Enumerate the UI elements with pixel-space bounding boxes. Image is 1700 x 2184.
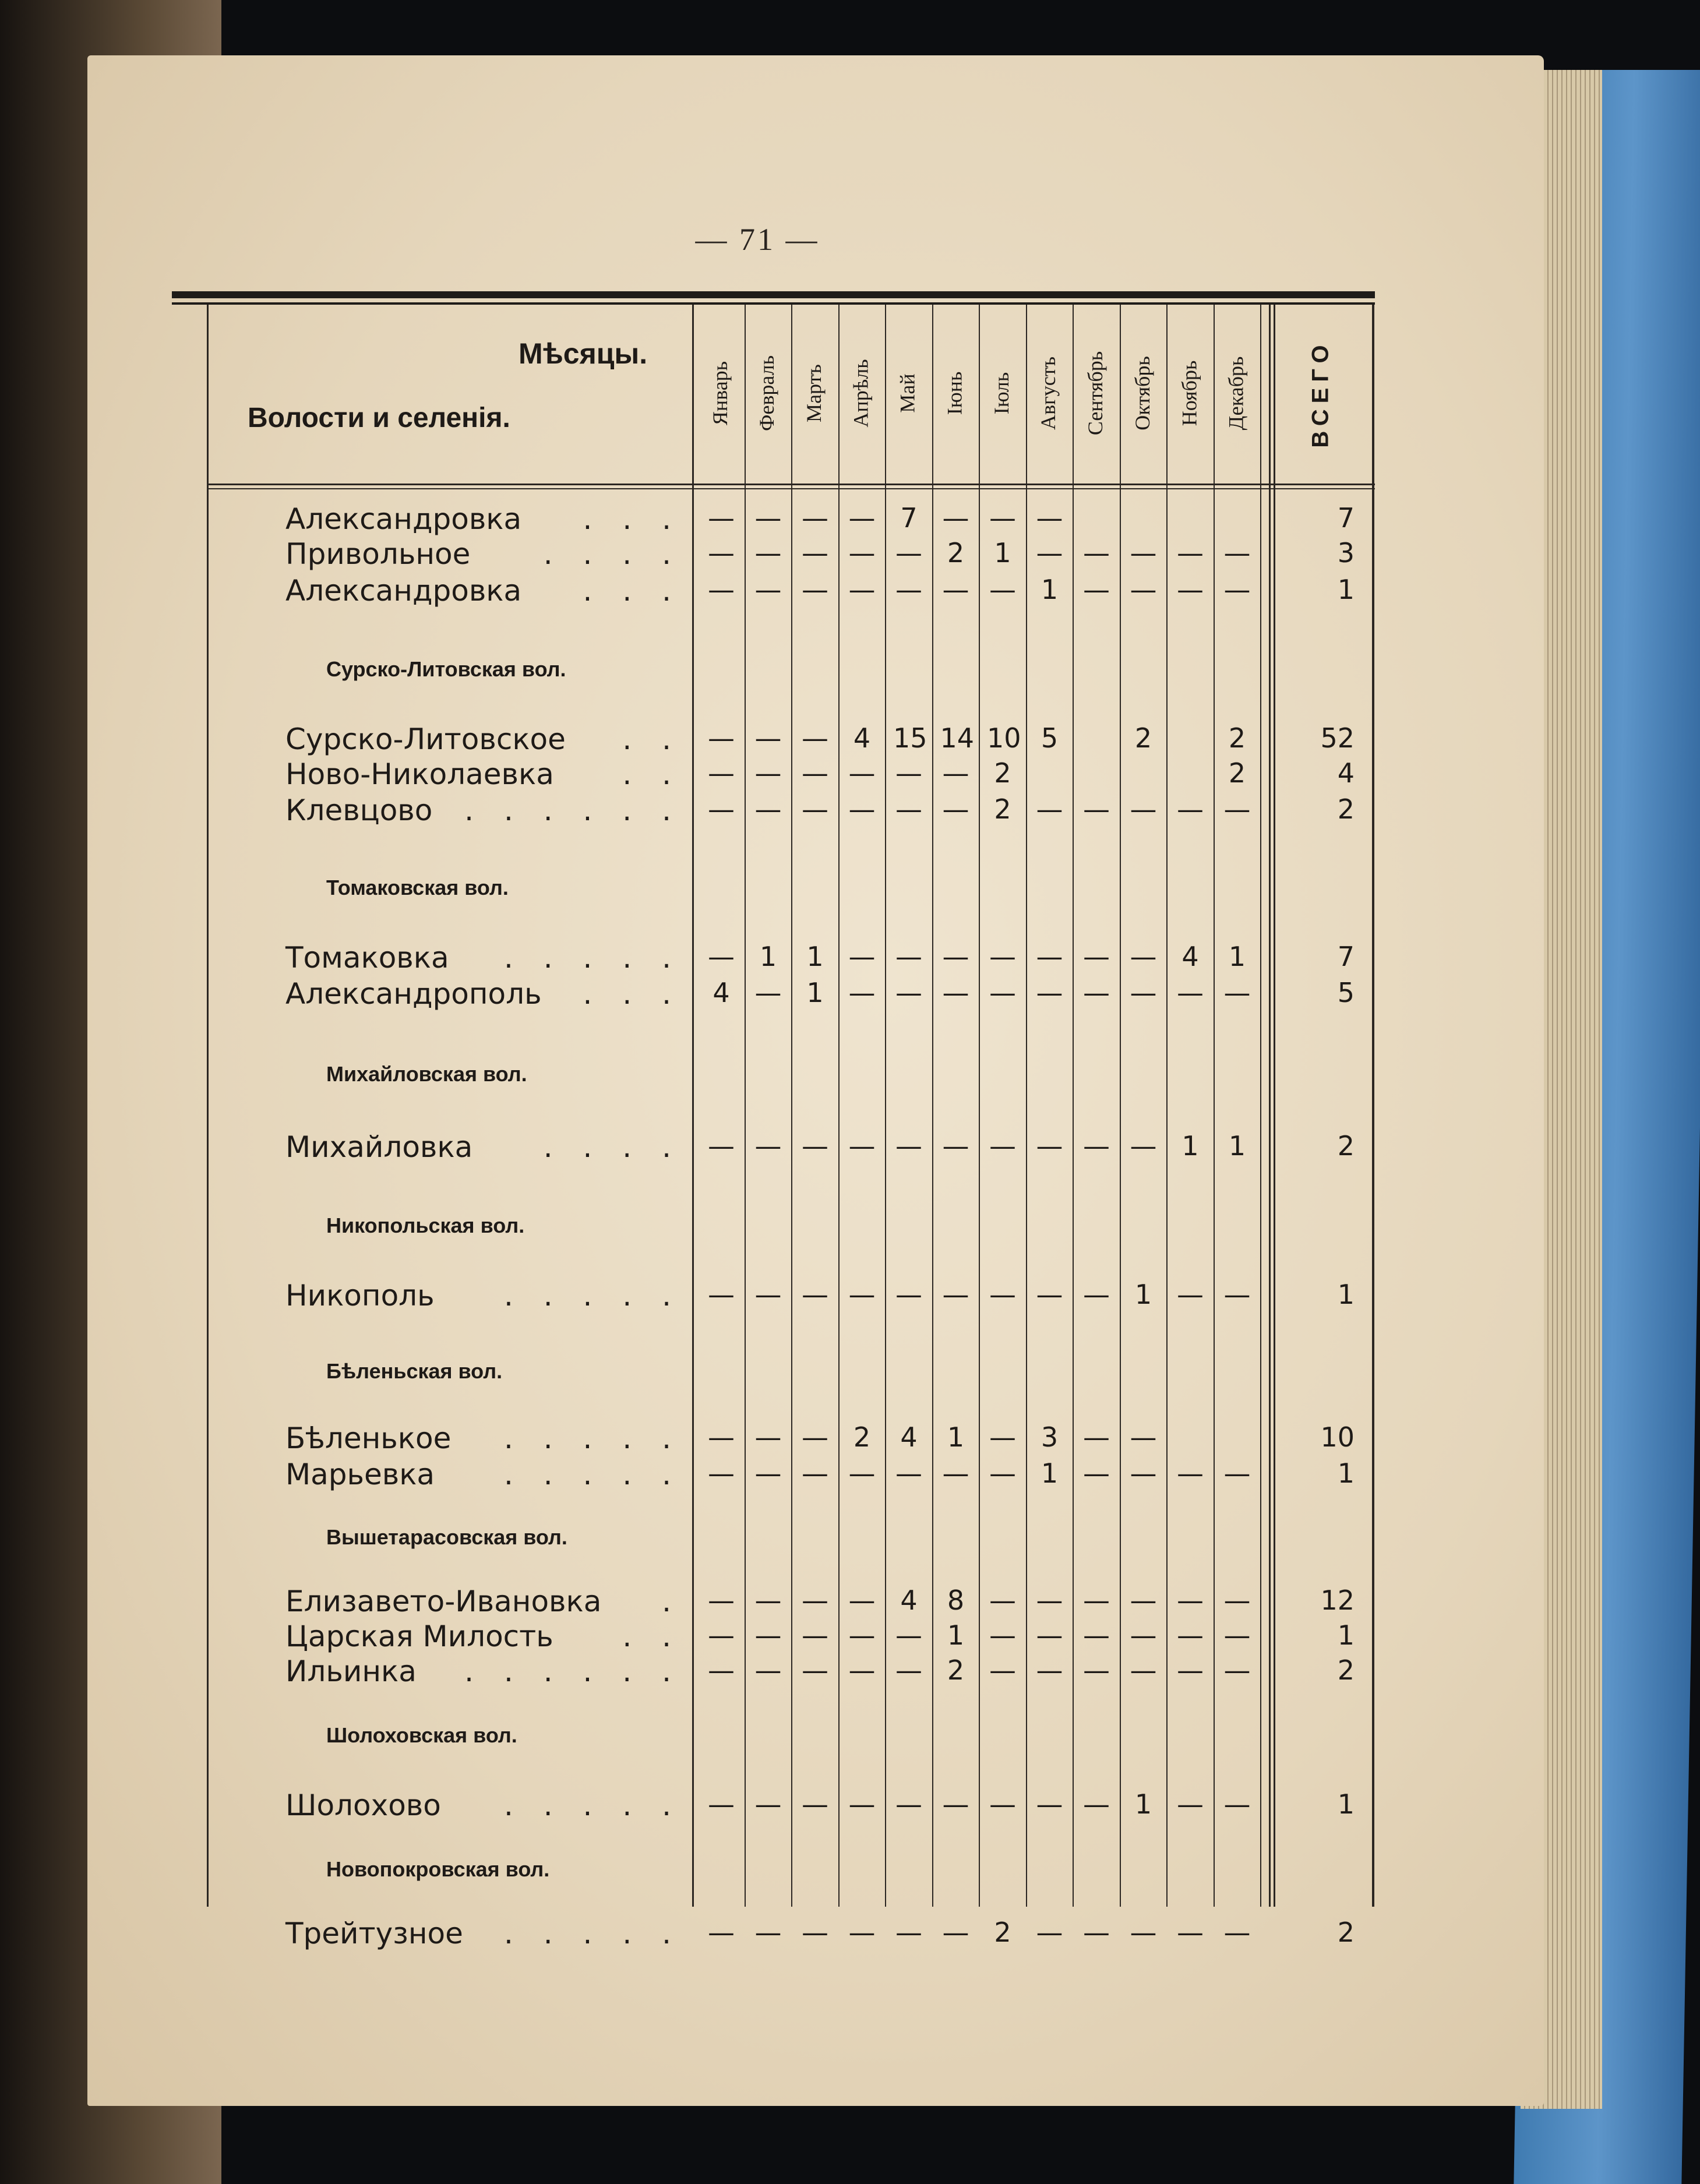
month-value-cell: —	[989, 1130, 1016, 1162]
month-value-cell: 4	[900, 1585, 918, 1616]
leader-dots: . . .	[583, 977, 682, 1011]
month-value-cell: —	[1130, 977, 1157, 1008]
month-value-cell: —	[1130, 574, 1157, 605]
month-value-cell: 1	[1041, 574, 1059, 605]
month-column-line	[1166, 305, 1168, 1907]
month-value-cell: —	[1130, 1620, 1157, 1651]
month-value-cell: 1	[1181, 1130, 1199, 1162]
table-top-rule-thin	[172, 302, 1375, 305]
month-value-cell: —	[942, 1917, 969, 1948]
table-right-border	[1372, 305, 1374, 1907]
village-name: Александровка	[285, 502, 522, 536]
month-value-cell: —	[895, 757, 922, 789]
month-column-line	[1073, 305, 1074, 1907]
month-value-cell: —	[895, 537, 922, 569]
month-value-cell: —	[754, 1585, 782, 1616]
month-value-cell: —	[989, 1585, 1016, 1616]
month-value-cell: —	[848, 537, 876, 569]
month-value-cell: 1	[1134, 1788, 1152, 1820]
total-column-border	[1269, 305, 1271, 1907]
month-value-cell: —	[942, 502, 969, 534]
month-value-cell: —	[708, 1585, 735, 1616]
month-value-cell: 3	[1041, 1421, 1059, 1453]
village-name: Михайловка	[285, 1130, 473, 1164]
row-total-cell: 1	[1337, 574, 1355, 605]
month-value-cell: —	[989, 1458, 1016, 1489]
month-value-cell: —	[895, 1654, 922, 1686]
month-value-cell: —	[708, 941, 735, 972]
page-number: — 71 —	[695, 222, 820, 257]
leader-dots: . . . . . .	[464, 1654, 682, 1688]
month-value-cell: —	[1036, 537, 1063, 569]
month-value-cell: —	[1083, 1585, 1110, 1616]
month-value-cell: —	[1177, 793, 1204, 825]
month-value-cell: —	[1223, 574, 1251, 605]
month-value-cell: —	[848, 1585, 876, 1616]
month-column-line	[1260, 305, 1261, 1907]
village-name: Трейтузное	[285, 1917, 463, 1950]
month-column-header	[986, 315, 1017, 472]
leader-dots: . . . .	[543, 1130, 682, 1164]
month-value-cell: —	[754, 793, 782, 825]
month-column-line	[1026, 305, 1027, 1907]
month-value-cell: —	[754, 1458, 782, 1489]
row-total-cell: 2	[1337, 1917, 1355, 1948]
month-value-cell: —	[708, 1620, 735, 1651]
month-value-cell: —	[1083, 941, 1110, 972]
month-column-header	[1080, 315, 1111, 472]
leader-dots: .	[662, 1585, 682, 1618]
month-column-header	[1033, 315, 1064, 472]
month-value-cell: —	[1083, 1279, 1110, 1310]
month-value-cell: —	[1083, 1130, 1110, 1162]
month-value-cell: —	[1177, 977, 1204, 1008]
month-value-cell: —	[754, 1788, 782, 1820]
months-header: Мѣсяцы.	[519, 337, 648, 370]
volost-section-heading: Сурско-Литовская вол.	[326, 657, 566, 681]
month-value-cell: 2	[853, 1421, 871, 1453]
leader-dots: . . . . .	[503, 1788, 682, 1822]
month-value-cell: —	[1083, 1458, 1110, 1489]
month-column-header	[892, 315, 923, 472]
month-value-cell: —	[895, 1620, 922, 1651]
row-total-cell: 1	[1337, 1620, 1355, 1651]
month-value-cell: —	[802, 1130, 828, 1162]
month-value-cell: —	[754, 722, 782, 754]
month-value-cell: —	[1177, 1620, 1204, 1651]
leader-dots: . . . . .	[503, 1279, 682, 1312]
month-column-header	[752, 315, 783, 472]
month-value-cell: —	[1177, 574, 1204, 605]
month-value-cell: 1	[947, 1620, 965, 1651]
month-value-cell: —	[895, 977, 922, 1008]
leader-dots: . .	[622, 1620, 682, 1653]
month-value-cell: —	[802, 1458, 828, 1489]
leader-dots: . . .	[583, 502, 682, 536]
month-value-cell: —	[802, 537, 828, 569]
month-value-cell: —	[1036, 1620, 1063, 1651]
month-value-cell: —	[1036, 1279, 1063, 1310]
month-value-cell: —	[708, 722, 735, 754]
month-value-cell: —	[989, 941, 1016, 972]
month-column-line	[791, 305, 792, 1907]
leader-dots: . . . . .	[503, 1421, 682, 1455]
month-column-header	[845, 315, 877, 472]
month-value-cell: —	[942, 574, 969, 605]
month-value-cell: —	[754, 977, 782, 1008]
month-value-cell: —	[1223, 1585, 1251, 1616]
month-value-cell: 2	[994, 793, 1011, 825]
month-value-cell: —	[848, 1279, 876, 1310]
month-value-cell: —	[942, 1279, 969, 1310]
month-value-cell: —	[802, 793, 828, 825]
row-total-cell: 2	[1337, 1130, 1355, 1162]
month-value-cell: —	[848, 1654, 876, 1686]
month-value-cell: —	[895, 941, 922, 972]
month-value-cell: —	[895, 1130, 922, 1162]
month-value-cell: 2	[947, 537, 965, 569]
month-value-cell: —	[1223, 1788, 1251, 1820]
month-value-cell: 8	[947, 1585, 965, 1616]
month-value-cell: —	[1083, 537, 1110, 569]
month-value-cell: —	[1177, 1279, 1204, 1310]
month-value-cell: —	[1177, 537, 1204, 569]
month-value-cell: —	[1036, 1788, 1063, 1820]
month-column-header	[1173, 315, 1205, 472]
month-label: Январь	[708, 361, 732, 426]
leader-dots: . . . .	[543, 537, 682, 571]
volost-section-heading: Вышетарасовская вол.	[326, 1525, 567, 1549]
row-total-cell: 10	[1320, 1421, 1355, 1453]
month-value-cell: —	[1130, 1421, 1157, 1453]
month-value-cell: —	[754, 1279, 782, 1310]
month-value-cell: —	[1036, 977, 1063, 1008]
month-value-cell: —	[1083, 1788, 1110, 1820]
month-value-cell: —	[802, 1620, 828, 1651]
leader-dots: . . . . .	[503, 1458, 682, 1491]
month-value-cell: —	[942, 1458, 969, 1489]
leader-dots: . .	[622, 757, 682, 791]
month-value-cell: —	[895, 574, 922, 605]
month-value-cell: —	[802, 757, 828, 789]
month-label: Май	[896, 373, 920, 413]
leader-dots: . . . . .	[503, 1917, 682, 1950]
month-value-cell: —	[708, 1130, 735, 1162]
month-value-cell: —	[1223, 1620, 1251, 1651]
month-value-cell: 4	[713, 977, 730, 1008]
month-value-cell: —	[1130, 1458, 1157, 1489]
month-value-cell: —	[1130, 1917, 1157, 1948]
month-value-cell: —	[1130, 537, 1157, 569]
month-value-cell: —	[848, 1788, 876, 1820]
volost-section-heading: Шолоховская вол.	[326, 1723, 517, 1747]
month-value-cell: —	[802, 1788, 828, 1820]
month-value-cell: —	[708, 1279, 735, 1310]
row-total-cell: 3	[1337, 537, 1355, 569]
month-value-cell: —	[1177, 1917, 1204, 1948]
row-total-cell: 52	[1320, 722, 1355, 754]
month-value-cell: 1	[1134, 1279, 1152, 1310]
village-name: Елизавето-Ивановка	[285, 1585, 602, 1618]
month-column-line	[932, 305, 933, 1907]
month-value-cell: 1	[994, 537, 1011, 569]
label-column-border	[692, 305, 694, 1907]
month-label: Іюль	[990, 372, 1013, 415]
month-value-cell: 7	[900, 502, 918, 534]
month-value-cell: —	[1223, 1654, 1251, 1686]
month-value-cell: —	[1177, 1654, 1204, 1686]
month-value-cell: —	[1177, 1458, 1204, 1489]
total-label: ВСЕГО	[1307, 338, 1334, 448]
month-value-cell: —	[1223, 793, 1251, 825]
row-total-cell: 5	[1337, 977, 1355, 1008]
month-value-cell: —	[989, 1788, 1016, 1820]
month-value-cell: —	[1036, 1585, 1063, 1616]
month-value-cell: —	[708, 793, 735, 825]
month-value-cell: —	[895, 1788, 922, 1820]
month-value-cell: —	[754, 537, 782, 569]
leader-dots: . .	[622, 722, 682, 756]
month-column-header	[704, 315, 736, 472]
month-value-cell: —	[942, 757, 969, 789]
month-value-cell: 1	[947, 1421, 965, 1453]
month-value-cell: 2	[947, 1654, 965, 1686]
month-value-cell: —	[708, 1917, 735, 1948]
month-value-cell: —	[1083, 574, 1110, 605]
month-value-cell: —	[1083, 1421, 1110, 1453]
volost-section-heading: Бѣленьская вол.	[326, 1359, 503, 1383]
month-value-cell: —	[754, 1130, 782, 1162]
month-value-cell: —	[1083, 1917, 1110, 1948]
month-value-cell: —	[942, 977, 969, 1008]
month-value-cell: —	[754, 1421, 782, 1453]
volost-section-heading: Михайловская вол.	[326, 1062, 527, 1086]
village-name: Клевцово	[285, 793, 433, 827]
month-value-cell: —	[1177, 1788, 1204, 1820]
village-name: Александровка	[285, 574, 522, 608]
month-value-cell: —	[895, 1279, 922, 1310]
total-column-header	[1305, 315, 1336, 472]
month-value-cell: —	[1130, 793, 1157, 825]
village-name: Привольное	[285, 537, 471, 571]
month-value-cell: 2	[994, 757, 1011, 789]
row-total-cell: 1	[1337, 1279, 1355, 1310]
month-label: Апрѣль	[849, 359, 873, 428]
month-value-cell: —	[802, 1421, 828, 1453]
month-value-cell: —	[754, 502, 782, 534]
month-value-cell: 4	[900, 1421, 918, 1453]
month-value-cell: —	[1130, 941, 1157, 972]
month-value-cell: —	[1223, 537, 1251, 569]
month-value-cell: 1	[1228, 941, 1246, 972]
village-name: Марьевка	[285, 1458, 435, 1491]
month-value-cell: —	[1083, 793, 1110, 825]
month-value-cell: —	[989, 1654, 1016, 1686]
month-label: Іюнь	[943, 371, 967, 415]
month-value-cell: —	[848, 1130, 876, 1162]
month-value-cell: —	[708, 1421, 735, 1453]
row-total-cell: 1	[1337, 1458, 1355, 1489]
month-value-cell: —	[1036, 1917, 1063, 1948]
month-value-cell: —	[848, 1917, 876, 1948]
volost-section-heading: Новопокровская вол.	[326, 1857, 550, 1881]
month-value-cell: 4	[853, 722, 871, 754]
month-value-cell: —	[1036, 1654, 1063, 1686]
month-value-cell: —	[708, 1788, 735, 1820]
row-total-cell: 2	[1337, 1654, 1355, 1686]
month-value-cell: —	[802, 574, 828, 605]
month-value-cell: —	[989, 502, 1016, 534]
month-value-cell: —	[942, 793, 969, 825]
month-value-cell: —	[1036, 793, 1063, 825]
month-value-cell: 2	[1228, 722, 1246, 754]
month-value-cell: —	[895, 1458, 922, 1489]
row-total-cell: 7	[1337, 502, 1355, 534]
month-column-header	[798, 315, 830, 472]
month-value-cell: 2	[1134, 722, 1152, 754]
month-value-cell: —	[942, 1130, 969, 1162]
leader-dots: . . . . . .	[464, 793, 682, 827]
month-value-cell: —	[1036, 941, 1063, 972]
month-value-cell: —	[989, 1421, 1016, 1453]
month-value-cell: —	[1177, 1585, 1204, 1616]
month-label: Ноябрь	[1177, 360, 1201, 426]
month-value-cell: —	[848, 574, 876, 605]
month-column-header	[1127, 315, 1158, 472]
month-value-cell: —	[1130, 1130, 1157, 1162]
village-name: Никополь	[285, 1279, 435, 1312]
village-name: Ильинка	[285, 1654, 417, 1688]
month-column-line	[745, 305, 746, 1907]
village-name: Бѣленькое	[285, 1421, 452, 1455]
volost-section-heading: Томаковская вол.	[326, 876, 509, 899]
month-value-cell: —	[708, 1458, 735, 1489]
row-total-cell: 4	[1337, 757, 1355, 789]
month-value-cell: —	[754, 574, 782, 605]
month-label: Февраль	[755, 355, 779, 432]
month-value-cell: 1	[806, 941, 824, 972]
month-value-cell: —	[1223, 1279, 1251, 1310]
month-value-cell: 1	[759, 941, 777, 972]
month-value-cell: 2	[994, 1917, 1011, 1948]
month-value-cell: 10	[987, 722, 1021, 754]
month-value-cell: —	[754, 1654, 782, 1686]
month-value-cell: —	[1223, 977, 1251, 1008]
month-value-cell: —	[708, 574, 735, 605]
month-value-cell: —	[1223, 1458, 1251, 1489]
month-value-cell: —	[1083, 977, 1110, 1008]
month-value-cell: —	[802, 1917, 828, 1948]
month-value-cell: 1	[806, 977, 824, 1008]
month-value-cell: 4	[1181, 941, 1199, 972]
leader-dots: . . .	[583, 574, 682, 608]
month-label: Октябрь	[1130, 356, 1154, 431]
month-value-cell: 1	[1228, 1130, 1246, 1162]
table-left-border	[207, 305, 209, 1907]
village-name: Шолохово	[285, 1788, 441, 1822]
month-column-line	[1120, 305, 1121, 1907]
month-value-cell: —	[708, 537, 735, 569]
month-value-cell: —	[708, 757, 735, 789]
month-value-cell: —	[848, 1620, 876, 1651]
total-column-border-2	[1274, 305, 1275, 1907]
volost-section-heading: Никопольская вол.	[326, 1213, 525, 1237]
month-value-cell: —	[848, 1458, 876, 1489]
month-column-line	[979, 305, 980, 1907]
month-value-cell: —	[754, 1620, 782, 1651]
volosts-header: Волости и селенія.	[248, 403, 510, 433]
month-value-cell: —	[848, 502, 876, 534]
month-label: Мартъ	[802, 364, 826, 422]
month-value-cell: —	[989, 977, 1016, 1008]
month-value-cell: —	[895, 793, 922, 825]
month-value-cell: —	[848, 941, 876, 972]
month-value-cell: —	[1083, 1654, 1110, 1686]
month-value-cell: —	[802, 1279, 828, 1310]
row-total-cell: 12	[1320, 1585, 1355, 1616]
month-value-cell: —	[802, 1654, 828, 1686]
month-label: Сентябрь	[1084, 351, 1107, 436]
month-value-cell: —	[848, 977, 876, 1008]
month-column-line	[838, 305, 840, 1907]
month-value-cell: —	[848, 757, 876, 789]
month-value-cell: —	[802, 502, 828, 534]
leader-dots: . . . . .	[503, 941, 682, 975]
month-value-cell: 15	[893, 722, 927, 754]
month-value-cell: —	[848, 793, 876, 825]
month-value-cell: —	[1083, 1620, 1110, 1651]
month-column-header	[1221, 315, 1252, 472]
month-value-cell: —	[802, 722, 828, 754]
month-value-cell: —	[802, 1585, 828, 1616]
month-value-cell: —	[754, 757, 782, 789]
month-value-cell: 5	[1041, 722, 1059, 754]
row-total-cell: 7	[1337, 941, 1355, 972]
month-value-cell: —	[1036, 1130, 1063, 1162]
month-column-header	[939, 315, 971, 472]
month-value-cell: —	[1036, 502, 1063, 534]
month-value-cell: —	[942, 1788, 969, 1820]
table-top-rule	[172, 291, 1375, 298]
month-column-line	[1214, 305, 1215, 1907]
month-value-cell: —	[989, 574, 1016, 605]
village-name: Сурско-Литовское	[285, 722, 566, 756]
village-name: Александрополь	[285, 977, 542, 1011]
month-value-cell: —	[1223, 1917, 1251, 1948]
month-value-cell: —	[708, 502, 735, 534]
month-value-cell: —	[989, 1620, 1016, 1651]
month-column-line	[885, 305, 886, 1907]
village-name: Томаковка	[285, 941, 449, 975]
month-value-cell: —	[895, 1917, 922, 1948]
month-value-cell: —	[708, 1654, 735, 1686]
month-value-cell: —	[989, 1279, 1016, 1310]
month-value-cell: —	[942, 941, 969, 972]
village-name: Царская Милость	[285, 1620, 553, 1653]
month-value-cell: 2	[1228, 757, 1246, 789]
village-name: Ново-Николаевка	[285, 757, 554, 791]
month-value-cell: 1	[1041, 1458, 1059, 1489]
row-total-cell: 2	[1337, 793, 1355, 825]
month-value-cell: —	[1130, 1585, 1157, 1616]
month-value-cell: 14	[940, 722, 975, 754]
row-total-cell: 1	[1337, 1788, 1355, 1820]
month-value-cell: —	[754, 1917, 782, 1948]
month-label: Декабрь	[1224, 356, 1248, 431]
month-label: Августъ	[1036, 356, 1060, 431]
month-value-cell: —	[1130, 1654, 1157, 1686]
